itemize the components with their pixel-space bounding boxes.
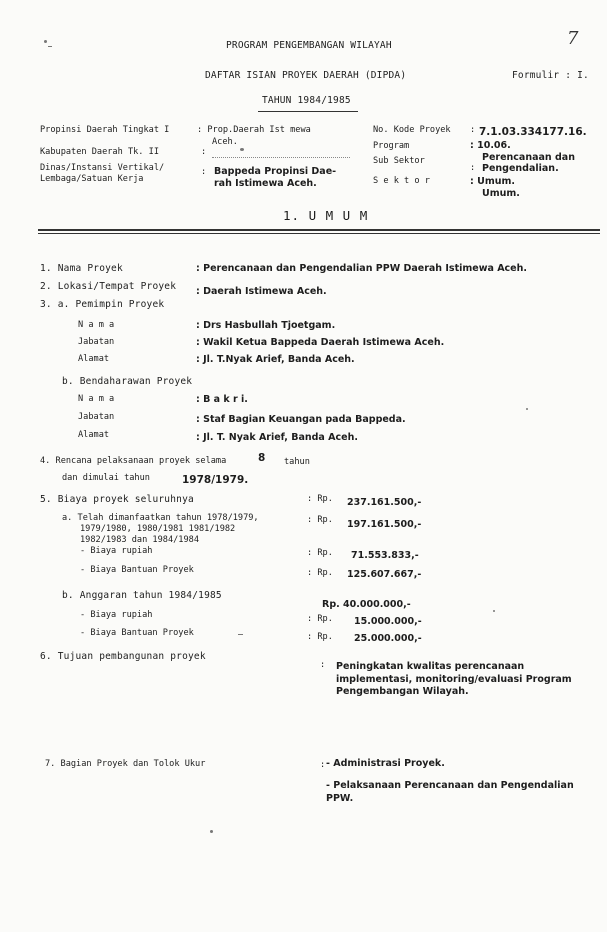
- sub-sektor-value: Perencanaan dan: [482, 152, 575, 163]
- item-6-label: 6. Tujuan pembangunan proyek: [40, 651, 206, 662]
- dinas-label-2: Lembaga/Satuan Kerja: [40, 174, 144, 184]
- item-7-label: 7. Bagian Proyek dan Tolok Ukur: [45, 759, 206, 769]
- program-title: PROGRAM PENGEMBANGAN WILAYAH: [226, 40, 392, 51]
- sub-sektor-label: Sub Sektor: [373, 156, 425, 166]
- scan-speck: [493, 610, 495, 612]
- item-3a-jabatan-label: Jabatan: [78, 337, 115, 347]
- sektor-value: : Umum.: [470, 176, 515, 187]
- item-5a-label-3: 1982/1983 dan 1984/1984: [80, 535, 199, 545]
- item-5a-label-2: 1979/1980, 1980/1981 1981/1982: [80, 524, 236, 534]
- scan-speck: [48, 46, 52, 47]
- propinsi-value-2: Aceh.: [212, 137, 238, 147]
- item-3b-alamat-value: : Jl. T. Nyak Arief, Banda Aceh.: [196, 432, 358, 443]
- item-5b-bantuan-value: 25.000.000,-: [354, 633, 422, 644]
- item-4-start-label: dan dimulai tahun: [62, 473, 150, 483]
- program-value: : 10.06.: [470, 140, 511, 151]
- item-5a-bantuan-rp: : Rp.: [307, 568, 333, 578]
- item-4-start-value: 1978/1979.: [182, 474, 249, 486]
- form-code: Formulir : I.: [512, 70, 589, 81]
- item-5b-bantuan-label: - Biaya Bantuan Proyek: [80, 628, 194, 638]
- form-title: DAFTAR ISIAN PROYEK DAERAH (DIPDA): [205, 70, 407, 81]
- scan-speck: [238, 634, 243, 635]
- scan-speck: [526, 408, 528, 410]
- item-5a-bantuan-value: 125.607.667,-: [347, 569, 422, 580]
- item-5a-rupiah-label: - Biaya rupiah: [80, 546, 153, 556]
- dinas-label: Dinas/Instansi Vertikal/: [40, 163, 165, 173]
- dinas-value: Bappeda Propinsi Dae-: [214, 166, 337, 177]
- page-number: 7: [567, 28, 579, 49]
- sub-sektor-colon: :: [470, 163, 476, 173]
- item-3b-nama-label: N a m a: [78, 394, 115, 404]
- kode-colon: :: [470, 125, 476, 135]
- item-1-value: : Perencanaan dan Pengendalian PPW Daerah Istimewa Aceh.: [196, 263, 528, 274]
- item-5b-bantuan-rp: : Rp.: [307, 632, 333, 642]
- section-title: 1. U M U M: [283, 208, 369, 223]
- item-5-label: 5. Biaya proyek seluruhnya: [40, 494, 194, 505]
- dinas-colon: :: [201, 167, 207, 177]
- item-3a-alamat-label: Alamat: [78, 354, 110, 364]
- item-5b-rupiah-rp: : Rp.: [307, 614, 333, 624]
- item-5-total-value: 237.161.500,-: [347, 497, 422, 508]
- propinsi-value: : Prop.Daerah Ist mewa: [197, 125, 311, 135]
- item-5a-rupiah-value: 71.553.833,-: [351, 550, 419, 561]
- item-7-value-1: - Administrasi Proyek.: [326, 758, 445, 769]
- item-3b-jabatan-value: : Staf Bagian Keuangan pada Bappeda.: [196, 414, 406, 425]
- item-5b-value: Rp. 40.000.000,-: [322, 599, 411, 610]
- program-label: Program: [373, 141, 410, 151]
- year-heading: TAHUN 1984/1985: [262, 95, 351, 106]
- kabupaten-label: Kabupaten Daerah Tk. II: [40, 147, 159, 157]
- item-3a-nama-value: : Drs Hasbullah Tjoetgam.: [196, 320, 336, 331]
- item-3a-jabatan-value: : Wakil Ketua Bappeda Daerah Istimewa Aceh.: [196, 337, 445, 348]
- item-3-label: 3. a. Pemimpin Proyek: [40, 299, 165, 310]
- kabupaten-dotted-line: [212, 157, 350, 158]
- year-underline: [258, 111, 358, 112]
- item-5a-bantuan-label: - Biaya Bantuan Proyek: [80, 565, 194, 575]
- item-3b-nama-value: : B a k r i.: [196, 394, 248, 405]
- item-5a-rp-prefix: : Rp.: [307, 515, 333, 525]
- item-6-colon: :: [320, 660, 326, 670]
- item-5-rp-prefix: : Rp.: [307, 494, 333, 504]
- item-7-value-2: - Pelaksanaan Perencanaan dan Pengendalian PPW.: [326, 780, 574, 804]
- propinsi-label: Propinsi Daerah Tingkat I: [40, 125, 170, 135]
- item-5b-rupiah-value: 15.000.000,-: [354, 616, 422, 627]
- sektor-label: S e k t o r: [373, 176, 430, 186]
- item-3b-label: b. Bendaharawan Proyek: [62, 376, 193, 387]
- sektor-value-2: Umum.: [482, 188, 520, 199]
- item-5b-label: b. Anggaran tahun 1984/1985: [62, 590, 222, 601]
- item-3a-nama-label: N a m a: [78, 320, 115, 330]
- item-4-label: 4. Rencana pelaksanaan proyek selama: [40, 456, 227, 466]
- item-6-value: Peningkatan kwalitas perencanaan implementasi, monitoring/evaluasi Program Pengembangan Wilayah.: [336, 661, 572, 697]
- item-7-colon: :: [320, 760, 326, 770]
- item-5a-label: a. Telah dimanfaatkan tahun 1978/1979,: [62, 513, 259, 523]
- item-5b-rupiah-label: - Biaya rupiah: [80, 610, 153, 620]
- item-5a-rupiah-rp: : Rp.: [307, 548, 333, 558]
- kabupaten-value: :: [201, 147, 207, 157]
- item-3a-alamat-value: : Jl. T.Nyak Arief, Banda Aceh.: [196, 354, 355, 365]
- item-2-value: : Daerah Istimewa Aceh.: [196, 286, 327, 297]
- item-4-years: 8: [258, 452, 266, 464]
- scan-speck: [210, 830, 213, 833]
- section-rule-bottom: [38, 233, 600, 234]
- kode-proyek-value: 7.1.03.334177.16.: [479, 126, 587, 138]
- kode-proyek-label: No. Kode Proyek: [373, 125, 451, 135]
- item-1-label: 1. Nama Proyek: [40, 263, 123, 274]
- item-4-unit: tahun: [284, 457, 310, 467]
- scan-speck: [240, 148, 244, 151]
- item-2-label: 2. Lokasi/Tempat Proyek: [40, 281, 177, 292]
- item-5a-value: 197.161.500,-: [347, 519, 422, 530]
- item-3b-alamat-label: Alamat: [78, 430, 110, 440]
- scan-speck: [44, 40, 47, 43]
- sub-sektor-value-2: Pengendalian.: [482, 163, 559, 174]
- dinas-value-2: rah Istimewa Aceh.: [214, 178, 317, 189]
- section-rule-top: [38, 229, 600, 231]
- item-3b-jabatan-label: Jabatan: [78, 412, 115, 422]
